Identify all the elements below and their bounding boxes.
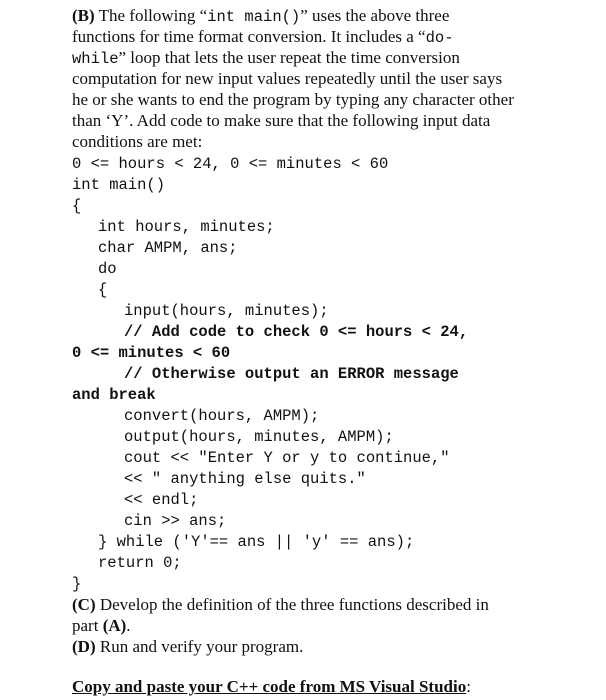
- part-b-line-5: he or she wants to end the program by typing any character other: [72, 90, 514, 109]
- inline-code-int-main: int main(): [207, 8, 301, 26]
- part-b-line-3: [72, 47, 460, 68]
- part-c-line-1: [72, 594, 489, 615]
- part-c-text: part: [72, 616, 103, 635]
- code-while-line: } while ('Y'== ans || 'y' == ans);: [98, 533, 415, 551]
- part-a-reference: (A): [102, 616, 127, 635]
- code-cin-line: cin >> ans;: [124, 512, 227, 530]
- part-c-text: Develop the definition of the three functions described in: [95, 595, 489, 614]
- part-c-label: (C): [72, 595, 96, 614]
- part-c-line-2: [72, 615, 131, 636]
- part-b-text: functions for time format conversion. It includes a “: [72, 27, 426, 46]
- part-b-line-4: computation for new input values repeatedly until the user says: [72, 69, 503, 88]
- part-b-text: The following “: [94, 6, 208, 25]
- part-d-text: Run and verify your program.: [95, 637, 304, 656]
- code-input-call: input(hours, minutes);: [124, 302, 329, 320]
- part-b-line-6: than ‘Y’. Add code to make sure that the following input data: [72, 111, 491, 130]
- code-comment-check: // Add code to check 0 <= hours < 24,: [124, 323, 469, 341]
- code-close-brace: }: [72, 575, 82, 593]
- code-do-keyword: do: [98, 260, 117, 278]
- code-main-signature: int main(): [72, 176, 166, 194]
- part-d-line: [72, 636, 303, 657]
- code-comment-error: // Otherwise output an ERROR message: [124, 365, 459, 383]
- part-b-line-2: [72, 26, 454, 47]
- code-cout-line-1: cout << "Enter Y or y to continue,": [124, 449, 450, 467]
- code-condition: 0 <= hours < 24, 0 <= minutes < 60: [72, 155, 389, 173]
- code-open-brace: {: [72, 197, 82, 215]
- code-output-call: output(hours, minutes, AMPM);: [124, 428, 394, 446]
- inline-code-while: while: [72, 50, 119, 68]
- code-decl-chars: char AMPM, ans;: [98, 239, 238, 257]
- code-cout-line-2: << " anything else quits.": [124, 470, 366, 488]
- code-comment-check-cont: 0 <= minutes < 60: [72, 344, 231, 362]
- part-b-line-7: conditions are met:: [72, 132, 203, 151]
- part-d-label: (D): [72, 637, 96, 656]
- code-cout-line-3: << endl;: [124, 491, 199, 509]
- inline-code-do: do-: [425, 29, 454, 47]
- copy-paste-heading-text: Copy and paste your C++ code from MS Visual Studio: [72, 677, 467, 696]
- copy-paste-heading-colon: :: [466, 677, 471, 696]
- part-c-text: .: [126, 616, 131, 635]
- part-b-line-1: [72, 5, 449, 26]
- part-b-label: (B): [72, 6, 95, 25]
- code-convert-call: convert(hours, AMPM);: [124, 407, 320, 425]
- part-b-text: ” loop that lets the user repeat the time conversion: [118, 48, 460, 67]
- code-do-open-brace: {: [98, 281, 108, 299]
- code-return-line: return 0;: [98, 554, 182, 572]
- copy-paste-heading: [72, 676, 471, 697]
- part-b-text: ” uses the above three: [300, 6, 450, 25]
- code-comment-error-cont: and break: [72, 386, 156, 404]
- code-decl-ints: int hours, minutes;: [98, 218, 275, 236]
